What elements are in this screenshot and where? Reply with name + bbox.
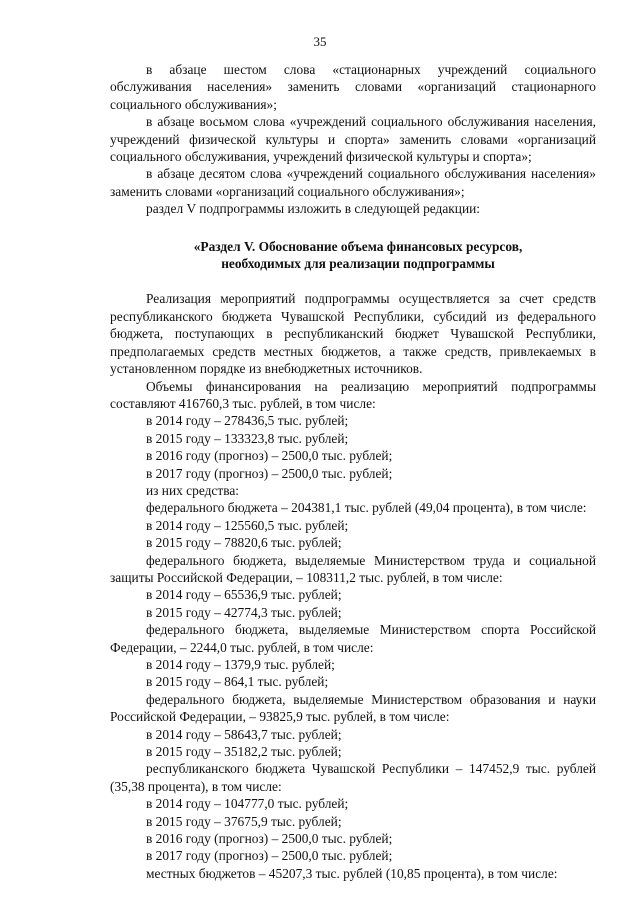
list-item: в 2014 году – 58643,7 тыс. рублей; [146, 726, 342, 742]
paragraph: федерального бюджета – 204381,1 тыс. рублей (49,04 процента), в том числе: [146, 500, 587, 516]
list-item: в 2016 году (прогноз) – 2500,0 тыс. рублей; [146, 831, 393, 847]
document-body [110, 61, 596, 882]
paragraph: местных бюджетов – 45207,3 тыс. рублей (10,85 процента), в том числе: [146, 865, 558, 881]
list-item: в 2015 году – 37675,9 тыс. рублей; [146, 813, 342, 829]
list-item: в 2015 году – 133323,8 тыс. рублей; [146, 430, 349, 446]
paragraph: Объемы финансирования на реализацию мероприятий подпрограммы составляют 416760,3 тыс. рублей, в том числе: [110, 378, 596, 411]
list-item: в 2014 году – 278436,5 тыс. рублей; [146, 413, 349, 429]
list-item: в 2016 году (прогноз) – 2500,0 тыс. рублей; [146, 448, 393, 464]
section-title-line-2: необходимых для реализации подпрограммы [221, 256, 495, 272]
paragraph: в абзаце десятом слова «учреждений социального обслуживания населения» заменить словами «организаций социального обслуживания»; [110, 166, 596, 199]
list-item: в 2014 году – 125560,5 тыс. рублей; [146, 517, 349, 533]
list-item: в 2014 году – 1379,9 тыс. рублей; [146, 657, 335, 672]
paragraph: раздел V подпрограммы изложить в следующей редакции: [146, 201, 481, 217]
paragraph: в абзаце шестом слова «стационарных учреждений социального обслуживания населения» заменить словами «организаций стационарного социального обслуживания»; [110, 62, 596, 112]
paragraph: федерального бюджета, выделяемые Министерством труда и социальной защиты Российской Федерации, – 108311,2 тыс. рублей, в том числе: [110, 552, 596, 585]
paragraph: из них средства: [146, 482, 240, 498]
list-item: в 2015 году – 35182,2 тыс. рублей; [146, 744, 342, 760]
list-item: в 2015 году – 78820,6 тыс. рублей; [146, 535, 342, 551]
paragraph: Реализация мероприятий подпрограммы осуществляется за счет средств республиканского бюджета Чувашской Республики, субсидий из федерального бюджета, поступающих в республиканский бюджет Чувашской Республики, предполагаемых средств местных бюджетов, а также средств, привлекаемых в установленном порядке из внебюджетных источников. [110, 291, 596, 377]
page-number: 35 [313, 34, 327, 49]
list-item: в 2015 году – 42774,3 тыс. рублей; [146, 604, 342, 620]
list-item: в 2017 году (прогноз) – 2500,0 тыс. рублей; [146, 465, 393, 481]
list-item: в 2014 году – 65536,9 тыс. рублей; [146, 587, 342, 603]
paragraph: федерального бюджета, выделяемые Министерством спорта Российской Федерации, – 2244,0 тыс. рублей, в том числе: [110, 622, 596, 655]
paragraph: республиканского бюджета Чувашской Республики – 147452,9 тыс. рублей (35,38 процента), в том числе: [110, 761, 596, 794]
list-item: в 2015 году – 864,1 тыс. рублей; [146, 674, 329, 690]
list-item: в 2017 году (прогноз) – 2500,0 тыс. рублей; [146, 848, 393, 864]
paragraph: в абзаце восьмом слова «учреждений социального обслуживания населения, учреждений физической культуры и спорта» заменить словами «организаций социального обслуживания, учреждений физической культуры и спорта»; [110, 114, 596, 165]
paragraph: федерального бюджета, выделяемые Министерством образования и науки Российской Федерации, – 93825,9 тыс. рублей, в том числе: [110, 691, 596, 725]
list-item: в 2014 году – 104777,0 тыс. рублей; [146, 796, 349, 812]
section-title-line-1: «Раздел V. Обоснование объема финансовых ресурсов, [193, 238, 523, 254]
